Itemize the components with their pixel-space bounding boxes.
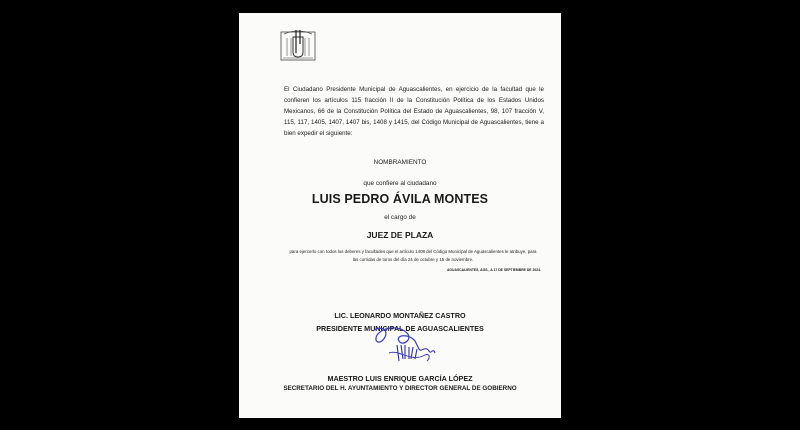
appointee-name: LUIS PEDRO ÁVILA MONTES bbox=[311, 192, 489, 206]
municipal-seal-icon bbox=[279, 26, 317, 64]
place-date: AGUASCALIENTES, AGS., A 17 DE SEPTIEMBRE DE 2024. bbox=[446, 268, 541, 272]
document-heading: NOMBRAMIENTO bbox=[373, 159, 427, 166]
confers-to-text: que confiere al ciudadano bbox=[363, 180, 437, 187]
signatory-2-title: SECRETARIO DEL H. AYUNTAMIENTO Y DIRECTOR GENERAL DE GOBIERNO bbox=[283, 385, 517, 392]
signatory-1-title: PRESIDENTE MUNICIPAL DE AGUASCALIENTES bbox=[316, 324, 484, 333]
position-label: el cargo de bbox=[384, 214, 416, 221]
handwritten-signature-icon bbox=[369, 323, 439, 365]
document-page bbox=[239, 13, 561, 418]
preamble-paragraph: El Ciudadano Presidente Municipal de Aguascalientes, en ejercicio de la facultad que le confieren los artículos 115 fracción II de la Constitución Política de los Estados Unidos Mexicanos, 66 de la Constitución Política del Estado de Aguascalientes, 98, 107 fracción V, 115, 117, 1405, 1407, 1407 bis, 1408 y 1415, del Código Municipal de Aguascalientes, tiene a bien expedir el siguiente: bbox=[284, 86, 544, 137]
position-title: JUEZ DE PLAZA bbox=[366, 230, 434, 240]
signatory-1-name: LIC. LEONARDO MONTAÑEZ CASTRO bbox=[334, 311, 466, 320]
duties-text: para ejercerlo con todos los deberes y facultades que el artículo 1408 del Código Municipal de Aguascalientes le atribuye, para las corridas de toros del día 24 de octubre y 15 de noviembre. bbox=[289, 249, 537, 262]
signatory-2-name: MAESTRO LUIS ENRIQUE GARCÍA LÓPEZ bbox=[327, 374, 473, 383]
